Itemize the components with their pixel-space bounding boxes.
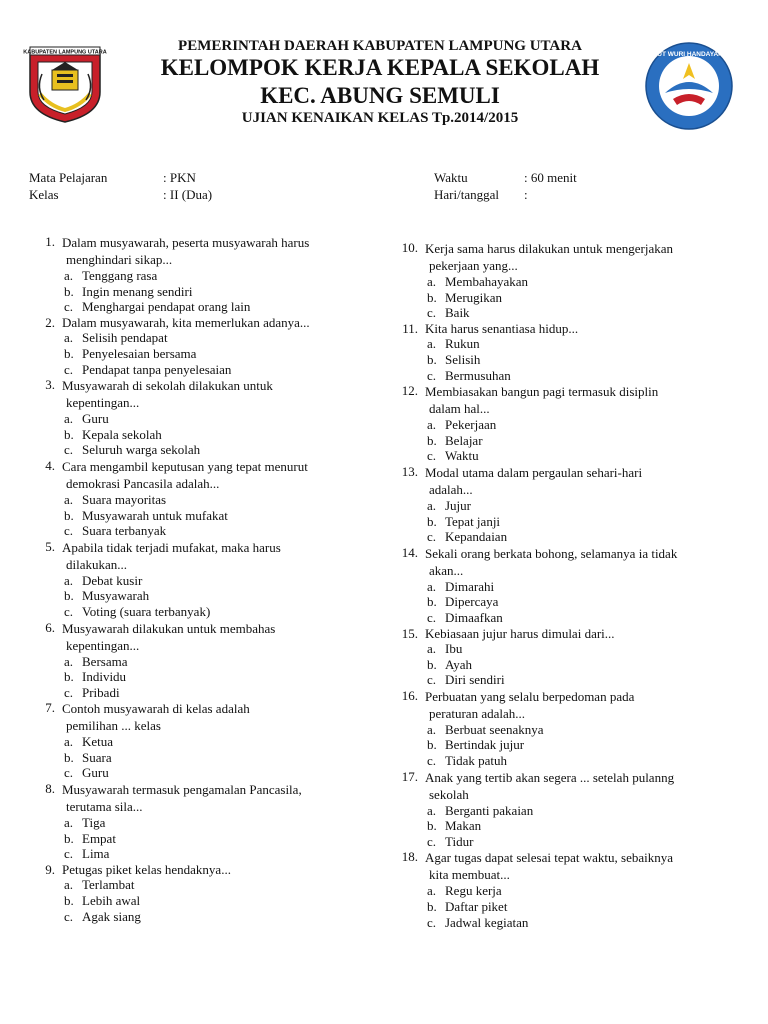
answer-option	[388, 368, 738, 384]
option-text: Daftar piket	[445, 899, 508, 915]
option-letter: a.	[427, 578, 437, 594]
answer-option	[25, 362, 370, 378]
answer-option	[388, 610, 738, 626]
answer-option	[388, 672, 738, 688]
option-text: Bertindak jujur	[445, 737, 525, 753]
class-label: Kelas	[29, 187, 59, 202]
option-letter: a.	[427, 336, 437, 352]
question-text: Apabila tidak terjadi mufakat, maka harus	[62, 539, 281, 555]
option-letter: b.	[64, 749, 74, 765]
question-text: dilakukan...	[66, 556, 128, 572]
option-letter: a.	[64, 491, 74, 507]
option-text: Berganti pakaian	[445, 802, 534, 818]
answer-option	[25, 284, 370, 300]
option-text: Rukun	[445, 336, 480, 352]
option-text: Musyawarah untuk mufakat	[82, 507, 228, 523]
option-text: Debat kusir	[82, 572, 143, 588]
question-item	[388, 321, 738, 337]
option-letter: a.	[427, 802, 437, 818]
answer-option	[388, 899, 738, 915]
option-text: Agak siang	[82, 908, 141, 924]
option-text: Jadwal kegiatan	[445, 914, 529, 930]
question-item	[25, 620, 370, 654]
option-letter: b.	[427, 594, 437, 610]
option-text: Tepat janji	[445, 513, 501, 529]
answer-option	[388, 514, 738, 530]
option-text: Terlambat	[82, 877, 135, 893]
question-text: Petugas piket kelas hendaknya...	[62, 861, 231, 877]
option-text: Penyelesaian bersama	[82, 345, 197, 361]
option-letter: c.	[64, 684, 74, 700]
option-letter: c.	[64, 523, 74, 539]
question-number: 12.	[401, 383, 418, 399]
option-text: Belajar	[445, 432, 483, 448]
option-letter: c.	[427, 833, 437, 849]
question-item	[25, 781, 370, 815]
answer-option	[25, 346, 370, 362]
question-text: Musyawarah di sekolah dilakukan untuk	[62, 378, 273, 394]
option-letter: c.	[427, 753, 437, 769]
answer-option	[25, 523, 370, 539]
question-item	[388, 383, 738, 417]
option-letter: b.	[64, 283, 74, 299]
header-line-4: UJIAN KENAIKAN KELAS Tp.2014/2015	[241, 110, 519, 126]
question-number: 6.	[45, 619, 55, 635]
option-text: Waktu	[445, 448, 479, 464]
question-text: Musyawarah dilakukan untuk membahas	[62, 620, 276, 636]
option-letter: a.	[64, 411, 74, 427]
option-letter: c.	[427, 448, 437, 464]
answer-option	[388, 352, 738, 368]
answer-option	[25, 508, 370, 524]
answer-option	[25, 492, 370, 508]
option-text: Ayah	[445, 656, 472, 672]
question-text: Sekali orang berkata bohong, selamanya ia tidak	[425, 545, 678, 561]
question-item	[25, 234, 370, 268]
question-text: Membiasakan bangun pagi termasuk disiplin	[425, 384, 659, 400]
option-letter: a.	[427, 274, 437, 289]
question-text: adalah...	[429, 481, 473, 497]
answer-option	[388, 579, 738, 595]
option-text: Baik	[445, 305, 470, 321]
answer-option	[388, 336, 738, 352]
question-item	[25, 539, 370, 573]
option-text: Selisih pendapat	[82, 330, 168, 346]
option-text: Lima	[82, 846, 110, 862]
option-text: Selisih	[445, 351, 481, 367]
question-text: Musyawarah termasuk pengamalan Pancasila,	[62, 782, 302, 798]
question-number: 4.	[45, 457, 55, 473]
option-letter: c.	[64, 603, 74, 619]
option-text: Regu kerja	[445, 883, 502, 899]
option-text: Berbuat seenaknya	[445, 721, 544, 737]
question-text: kepentingan...	[66, 395, 140, 411]
question-number: 13.	[401, 463, 418, 479]
question-text: peraturan adalah...	[429, 705, 526, 721]
option-letter: c.	[64, 361, 74, 377]
option-letter: b.	[427, 351, 437, 367]
header-line-2: KELOMPOK KERJA KEPALA SEKOLAH	[160, 55, 600, 80]
question-column-left	[25, 234, 370, 924]
option-text: Empat	[82, 830, 116, 846]
option-letter: a.	[427, 721, 437, 737]
option-letter: c.	[427, 914, 437, 930]
option-letter: c.	[64, 908, 74, 924]
question-number: 3.	[45, 377, 55, 393]
question-item	[25, 458, 370, 492]
option-letter: a.	[64, 268, 74, 283]
option-text: Dimaafkan	[445, 609, 503, 625]
option-letter: c.	[64, 765, 74, 781]
answer-option	[25, 846, 370, 862]
regency-logo	[22, 44, 108, 124]
class-value: : II (Dua)	[163, 187, 213, 202]
answer-option	[388, 657, 738, 673]
answer-option	[388, 433, 738, 449]
option-text: Ibu	[445, 641, 463, 657]
option-letter: c.	[427, 529, 437, 545]
question-text: demokrasi Pancasila adalah...	[66, 475, 220, 491]
option-letter: a.	[427, 497, 437, 513]
option-letter: a.	[427, 641, 437, 657]
question-number: 1.	[45, 234, 55, 249]
option-letter: a.	[427, 883, 437, 899]
answer-option	[388, 834, 738, 850]
question-text: menghindari sikap...	[66, 252, 173, 267]
option-letter: a.	[64, 877, 74, 893]
header-line-1: PEMERINTAH DAERAH KABUPATEN LAMPUNG UTARA	[178, 38, 582, 54]
option-letter: a.	[64, 815, 74, 831]
subject-label: Mata Pelajaran	[29, 170, 108, 185]
option-text: Membahayakan	[445, 274, 529, 289]
answer-option	[388, 274, 738, 290]
option-letter: b.	[64, 893, 74, 909]
question-text: Dalam musyawarah, kita memerlukan adanya...	[62, 314, 310, 330]
question-item	[388, 849, 738, 883]
answer-option	[25, 411, 370, 427]
option-letter: c.	[427, 672, 437, 688]
answer-option	[25, 734, 370, 750]
option-text: Tenggang rasa	[82, 268, 158, 283]
question-text: Kerja sama harus dilakukan untuk mengerjakan	[425, 241, 673, 256]
option-text: Seluruh warga sekolah	[82, 442, 201, 458]
header-line-3: KEC. ABUNG SEMULI	[260, 83, 500, 108]
option-letter: b.	[64, 669, 74, 685]
answer-option	[25, 268, 370, 284]
question-number: 9.	[45, 861, 55, 877]
option-text: Pendapat tanpa penyelesaian	[82, 361, 232, 377]
option-text: Guru	[82, 765, 109, 781]
question-number: 7.	[45, 700, 55, 716]
answer-option	[25, 685, 370, 701]
answer-option	[25, 893, 370, 909]
question-text: Cara mengambil keputusan yang tepat menurut	[62, 458, 308, 474]
question-text: Dalam musyawarah, peserta musyawarah harus	[62, 235, 310, 250]
option-letter: b.	[427, 289, 437, 305]
question-text: Modal utama dalam pergaulan sehari-hari	[425, 464, 643, 480]
option-letter: c.	[64, 299, 74, 315]
question-text: Agar tugas dapat selesai tepat waktu, sebaiknya	[425, 850, 673, 866]
option-text: Menghargai pendapat orang lain	[82, 299, 251, 315]
option-text: Dipercaya	[445, 594, 499, 610]
option-letter: b.	[427, 513, 437, 529]
option-letter: c.	[64, 442, 74, 458]
option-letter: b.	[64, 507, 74, 523]
question-text: Anak yang tertib akan segera ... setelah pulanng	[425, 769, 675, 785]
option-text: Guru	[82, 411, 109, 427]
question-text: Kita harus senantiasa hidup...	[425, 320, 579, 336]
time-label: Waktu	[434, 170, 468, 185]
option-letter: c.	[427, 305, 437, 321]
question-item	[25, 315, 370, 331]
option-text: Makan	[445, 818, 482, 834]
option-text: Kepala sekolah	[82, 426, 162, 442]
answer-option	[388, 448, 738, 464]
time-value: : 60 menit	[524, 170, 577, 185]
option-letter: b.	[427, 737, 437, 753]
question-column-right	[388, 240, 738, 930]
option-text: Lebih awal	[82, 893, 141, 909]
option-letter: b.	[427, 432, 437, 448]
question-number: 16.	[401, 687, 418, 703]
option-letter: b.	[427, 818, 437, 834]
answer-option	[25, 299, 370, 315]
question-number: 15.	[401, 625, 418, 641]
option-letter: b.	[64, 588, 74, 604]
question-text: Perbuatan yang selalu berpedoman pada	[425, 688, 635, 704]
question-number: 5.	[45, 538, 55, 554]
answer-option	[388, 803, 738, 819]
option-text: Ingin menang sendiri	[82, 283, 193, 299]
option-text: Diri sendiri	[445, 672, 505, 688]
answer-option	[388, 818, 738, 834]
option-letter: b.	[427, 899, 437, 915]
date-value: :	[524, 187, 528, 202]
option-letter: a.	[64, 572, 74, 588]
answer-option	[388, 753, 738, 769]
question-item	[388, 626, 738, 642]
option-text: Ketua	[82, 734, 114, 750]
question-item	[25, 377, 370, 411]
option-text: Pribadi	[82, 684, 120, 700]
option-letter: b.	[64, 426, 74, 442]
question-item	[388, 769, 738, 803]
option-letter: a.	[64, 330, 74, 346]
option-letter: a.	[64, 734, 74, 750]
option-letter: c.	[427, 609, 437, 625]
question-number: 11.	[402, 320, 418, 336]
answer-option	[25, 330, 370, 346]
option-text: Kepandaian	[445, 529, 508, 545]
question-text: Kebiasaan jujur harus dimulai dari...	[425, 625, 615, 641]
option-letter: c.	[427, 367, 437, 383]
answer-option	[25, 765, 370, 781]
question-text: pemilihan ... kelas	[66, 718, 161, 734]
question-item	[388, 240, 738, 274]
option-text: Jujur	[445, 497, 471, 513]
option-text: Suara terbanyak	[82, 523, 167, 539]
answer-option	[388, 883, 738, 899]
question-number: 10.	[401, 240, 418, 255]
answer-option	[388, 641, 738, 657]
question-item	[25, 700, 370, 734]
option-text: Suara	[82, 749, 112, 765]
option-letter: b.	[64, 345, 74, 361]
answer-option	[25, 588, 370, 604]
option-text: Bermusuhan	[445, 367, 511, 383]
answer-option	[388, 305, 738, 321]
answer-option	[25, 909, 370, 925]
option-text: Musyawarah	[82, 588, 150, 604]
option-letter: b.	[64, 830, 74, 846]
question-item	[388, 464, 738, 498]
question-text: terutama sila...	[66, 799, 143, 815]
education-ministry-logo	[643, 41, 735, 131]
answer-option	[25, 427, 370, 443]
answer-option	[25, 573, 370, 589]
question-number: 14.	[401, 544, 418, 560]
answer-option	[388, 498, 738, 514]
question-number: 17.	[401, 768, 418, 784]
question-text: kepentingan...	[66, 637, 140, 653]
svg-text:KABUPATEN LAMPUNG UTARA: KABUPATEN LAMPUNG UTARA	[23, 49, 107, 56]
question-text: pekerjaan yang...	[429, 258, 518, 273]
option-text: Merugikan	[445, 289, 503, 305]
question-text: dalam hal...	[429, 401, 490, 417]
question-item	[388, 545, 738, 579]
option-text: Tidur	[445, 833, 474, 849]
option-letter: b.	[427, 656, 437, 672]
answer-option	[388, 915, 738, 931]
answer-option	[25, 815, 370, 831]
question-item	[388, 688, 738, 722]
option-text: Individu	[82, 669, 127, 685]
answer-option	[388, 722, 738, 738]
svg-text:TUT WURI HANDAYANI: TUT WURI HANDAYANI	[653, 51, 725, 58]
answer-option	[25, 750, 370, 766]
option-text: Tidak patuh	[445, 753, 507, 769]
answer-option	[25, 831, 370, 847]
question-text: akan...	[429, 562, 464, 578]
answer-option	[388, 737, 738, 753]
answer-option	[25, 604, 370, 620]
option-text: Voting (suara terbanyak)	[82, 603, 211, 619]
answer-option	[388, 290, 738, 306]
option-letter: c.	[64, 846, 74, 862]
option-text: Suara mayoritas	[82, 491, 167, 507]
option-text: Tiga	[82, 815, 106, 831]
answer-option	[25, 669, 370, 685]
question-text: kita membuat...	[429, 867, 510, 883]
answer-option	[388, 594, 738, 610]
question-item	[25, 862, 370, 878]
date-label: Hari/tanggal	[434, 187, 499, 202]
question-text: sekolah	[429, 786, 469, 802]
answer-option	[388, 529, 738, 545]
question-text: Contoh musyawarah di kelas adalah	[62, 701, 250, 717]
answer-option	[388, 417, 738, 433]
option-text: Pekerjaan	[445, 417, 497, 433]
option-letter: a.	[64, 653, 74, 669]
question-number: 8.	[45, 781, 55, 797]
answer-option	[25, 442, 370, 458]
answer-option	[25, 877, 370, 893]
option-text: Dimarahi	[445, 578, 495, 594]
option-text: Bersama	[82, 653, 128, 669]
question-number: 18.	[401, 849, 418, 865]
exam-header	[0, 38, 768, 133]
option-letter: a.	[427, 417, 437, 433]
answer-option	[25, 654, 370, 670]
subject-value: : PKN	[163, 170, 196, 185]
question-number: 2.	[45, 314, 55, 330]
